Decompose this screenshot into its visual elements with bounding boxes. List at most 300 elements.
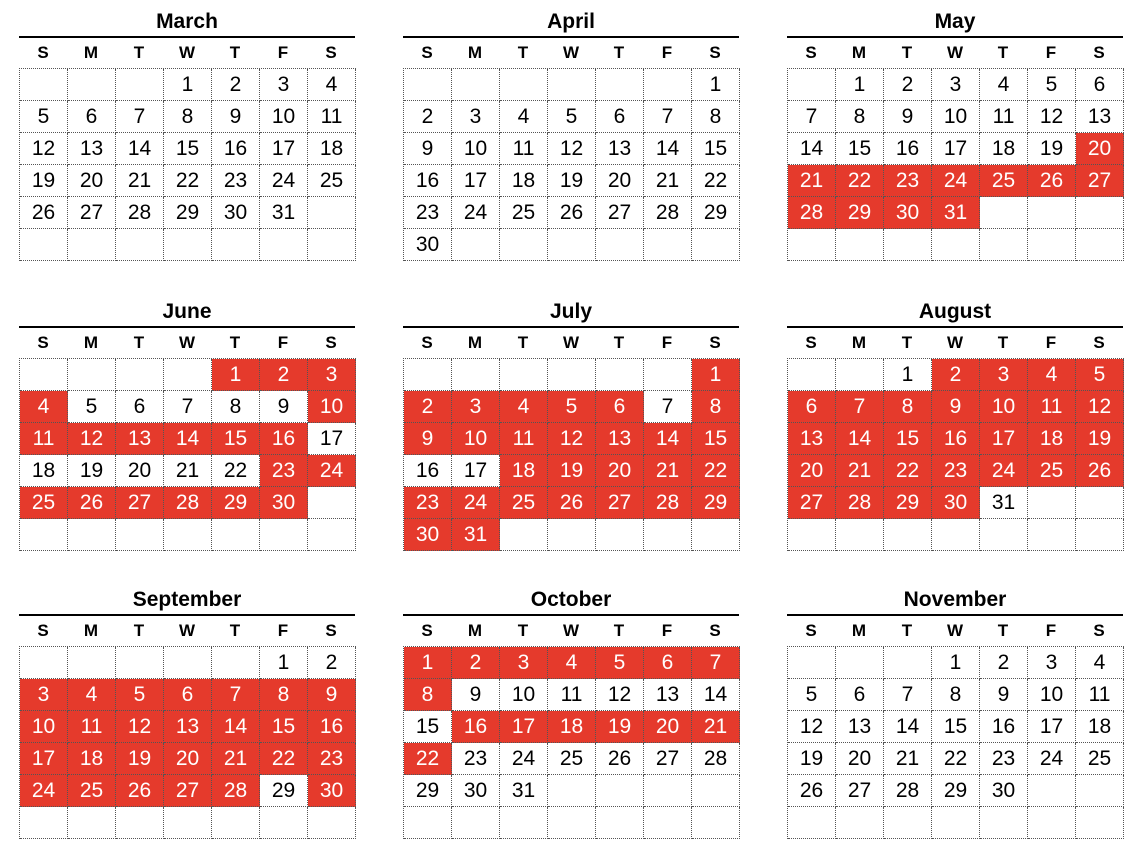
day-cell: 22 (260, 743, 308, 775)
day-cell: 24 (260, 165, 308, 197)
empty-cell (308, 807, 356, 839)
empty-cell (836, 807, 884, 839)
day-cell: 15 (932, 711, 980, 743)
day-cell: 4 (20, 391, 68, 423)
weekday-header: T (997, 621, 1009, 640)
weekday-header: M (467, 333, 483, 352)
empty-cell (548, 775, 596, 807)
day-cell: 31 (260, 197, 308, 229)
day-cell: 26 (596, 743, 644, 775)
empty-cell (1028, 197, 1076, 229)
weekday-header-row (787, 614, 1123, 646)
month-august (787, 298, 1123, 551)
weekday-header-row (403, 326, 739, 358)
empty-cell (692, 519, 740, 551)
day-cell: 1 (836, 69, 884, 101)
empty-cell (212, 229, 260, 261)
day-cell: 4 (500, 391, 548, 423)
weekday-header: T (613, 621, 625, 640)
day-cell: 21 (692, 711, 740, 743)
day-cell: 10 (308, 391, 356, 423)
empty-cell (596, 807, 644, 839)
empty-cell (692, 229, 740, 261)
month-title: October (530, 588, 612, 611)
day-cell: 30 (212, 197, 260, 229)
day-cell: 8 (260, 679, 308, 711)
weekday-header: T (613, 43, 625, 62)
empty-cell (452, 807, 500, 839)
day-cell: 19 (1028, 133, 1076, 165)
empty-cell (1028, 487, 1076, 519)
empty-cell (212, 647, 260, 679)
day-cell: 6 (68, 101, 116, 133)
day-cell: 19 (788, 743, 836, 775)
empty-cell (164, 359, 212, 391)
day-cell: 16 (404, 165, 452, 197)
day-cell: 5 (548, 391, 596, 423)
weekday-header: W (946, 621, 964, 640)
day-cell: 27 (596, 197, 644, 229)
day-cell: 16 (452, 711, 500, 743)
day-cell: 1 (884, 359, 932, 391)
day-cell: 25 (1076, 743, 1124, 775)
weekday-header: W (946, 43, 964, 62)
day-cell: 11 (500, 133, 548, 165)
weekday-header: S (805, 333, 817, 352)
empty-cell (68, 69, 116, 101)
day-grid (403, 358, 740, 551)
day-cell: 29 (164, 197, 212, 229)
weekday-header: F (1045, 621, 1057, 640)
day-cell: 27 (644, 743, 692, 775)
day-cell: 7 (836, 391, 884, 423)
day-cell: 17 (452, 165, 500, 197)
empty-cell (644, 775, 692, 807)
day-cell: 19 (596, 711, 644, 743)
day-cell: 5 (1076, 359, 1124, 391)
day-cell: 31 (500, 775, 548, 807)
day-cell: 6 (788, 391, 836, 423)
day-cell: 18 (548, 711, 596, 743)
empty-cell (308, 197, 356, 229)
day-cell: 2 (404, 101, 452, 133)
day-cell: 29 (932, 775, 980, 807)
day-cell: 7 (644, 101, 692, 133)
day-cell: 6 (644, 647, 692, 679)
day-cell: 11 (308, 101, 356, 133)
weekday-header: S (325, 621, 337, 640)
weekday-header: S (37, 621, 49, 640)
day-cell: 27 (836, 775, 884, 807)
empty-cell (932, 807, 980, 839)
empty-cell (68, 807, 116, 839)
day-cell: 20 (836, 743, 884, 775)
weekday-header: M (467, 43, 483, 62)
day-cell: 22 (404, 743, 452, 775)
day-cell: 11 (1076, 679, 1124, 711)
day-cell: 26 (1076, 455, 1124, 487)
day-cell: 16 (932, 423, 980, 455)
empty-cell (20, 519, 68, 551)
day-cell: 20 (68, 165, 116, 197)
day-cell: 23 (932, 455, 980, 487)
weekday-header-row (403, 36, 739, 68)
empty-cell (932, 229, 980, 261)
day-cell: 27 (788, 487, 836, 519)
day-cell: 5 (788, 679, 836, 711)
day-cell: 12 (596, 679, 644, 711)
day-cell: 15 (836, 133, 884, 165)
day-cell: 14 (644, 133, 692, 165)
empty-cell (452, 359, 500, 391)
day-cell: 29 (836, 197, 884, 229)
day-cell: 10 (260, 101, 308, 133)
day-cell: 8 (212, 391, 260, 423)
day-cell: 24 (452, 487, 500, 519)
weekday-header: M (851, 621, 867, 640)
day-cell: 15 (260, 711, 308, 743)
empty-cell (836, 647, 884, 679)
day-grid (19, 358, 356, 551)
day-grid (787, 358, 1124, 551)
empty-cell (548, 807, 596, 839)
empty-cell (836, 229, 884, 261)
empty-cell (692, 807, 740, 839)
day-cell: 8 (692, 101, 740, 133)
day-cell: 12 (1076, 391, 1124, 423)
empty-cell (116, 807, 164, 839)
weekday-header-row (787, 326, 1123, 358)
day-cell: 30 (260, 487, 308, 519)
day-cell: 20 (596, 165, 644, 197)
day-cell: 25 (500, 197, 548, 229)
day-grid (19, 646, 356, 839)
empty-cell (116, 229, 164, 261)
empty-cell (884, 519, 932, 551)
weekday-header: M (83, 43, 99, 62)
day-cell: 24 (500, 743, 548, 775)
day-cell: 2 (212, 69, 260, 101)
day-cell: 23 (308, 743, 356, 775)
day-cell: 27 (116, 487, 164, 519)
empty-cell (1076, 775, 1124, 807)
empty-cell (548, 519, 596, 551)
weekday-header: S (1093, 333, 1105, 352)
day-cell: 20 (164, 743, 212, 775)
day-cell: 12 (20, 133, 68, 165)
day-cell: 3 (260, 69, 308, 101)
day-cell: 24 (980, 455, 1028, 487)
empty-cell (212, 519, 260, 551)
day-cell: 5 (596, 647, 644, 679)
day-cell: 3 (980, 359, 1028, 391)
weekday-header: T (997, 43, 1009, 62)
day-cell: 23 (404, 197, 452, 229)
day-cell: 14 (884, 711, 932, 743)
weekday-header: M (83, 621, 99, 640)
day-cell: 21 (644, 455, 692, 487)
month-october (403, 586, 739, 839)
day-cell: 13 (836, 711, 884, 743)
day-cell: 22 (692, 455, 740, 487)
day-cell: 19 (68, 455, 116, 487)
weekday-header: T (133, 333, 145, 352)
day-cell: 19 (20, 165, 68, 197)
day-cell: 25 (20, 487, 68, 519)
empty-cell (116, 647, 164, 679)
empty-cell (260, 807, 308, 839)
month-title: April (547, 10, 595, 33)
day-cell: 20 (644, 711, 692, 743)
empty-cell (644, 229, 692, 261)
weekday-header-row (787, 36, 1123, 68)
empty-cell (884, 229, 932, 261)
day-cell: 22 (692, 165, 740, 197)
day-cell: 13 (644, 679, 692, 711)
weekday-header: S (325, 333, 337, 352)
day-cell: 15 (692, 423, 740, 455)
day-cell: 5 (1028, 69, 1076, 101)
month-november (787, 586, 1123, 839)
day-cell: 18 (20, 455, 68, 487)
day-cell: 21 (644, 165, 692, 197)
weekday-header: M (467, 621, 483, 640)
weekday-header: F (661, 43, 673, 62)
day-cell: 2 (932, 359, 980, 391)
empty-cell (164, 807, 212, 839)
day-cell: 23 (980, 743, 1028, 775)
empty-cell (644, 359, 692, 391)
day-cell: 17 (308, 423, 356, 455)
empty-cell (836, 519, 884, 551)
weekday-header: W (562, 43, 580, 62)
empty-cell (500, 359, 548, 391)
weekday-header: W (178, 621, 196, 640)
weekday-header-row (19, 326, 355, 358)
day-cell: 19 (548, 165, 596, 197)
day-cell: 16 (260, 423, 308, 455)
day-cell: 17 (980, 423, 1028, 455)
day-grid (787, 646, 1124, 839)
day-cell: 9 (452, 679, 500, 711)
day-cell: 9 (884, 101, 932, 133)
weekday-header: T (517, 43, 529, 62)
day-cell: 26 (548, 487, 596, 519)
weekday-header: T (133, 621, 145, 640)
day-cell: 7 (212, 679, 260, 711)
day-cell: 27 (68, 197, 116, 229)
day-cell: 4 (308, 69, 356, 101)
day-cell: 17 (452, 455, 500, 487)
day-cell: 7 (164, 391, 212, 423)
month-title: June (162, 300, 212, 323)
empty-cell (884, 647, 932, 679)
empty-cell (1076, 807, 1124, 839)
day-cell: 23 (404, 487, 452, 519)
empty-cell (836, 359, 884, 391)
day-cell: 5 (68, 391, 116, 423)
day-cell: 1 (212, 359, 260, 391)
month-title: May (934, 10, 976, 33)
day-cell: 24 (452, 197, 500, 229)
day-cell: 12 (788, 711, 836, 743)
day-cell: 21 (884, 743, 932, 775)
day-cell: 3 (452, 391, 500, 423)
day-cell: 18 (500, 165, 548, 197)
day-cell: 2 (884, 69, 932, 101)
day-cell: 3 (20, 679, 68, 711)
day-cell: 12 (116, 711, 164, 743)
weekday-header: S (421, 333, 433, 352)
day-cell: 30 (932, 487, 980, 519)
day-cell: 26 (788, 775, 836, 807)
day-cell: 18 (68, 743, 116, 775)
day-cell: 13 (164, 711, 212, 743)
empty-cell (404, 359, 452, 391)
day-cell: 25 (1028, 455, 1076, 487)
weekday-header: F (661, 333, 673, 352)
day-cell: 10 (1028, 679, 1076, 711)
day-cell: 11 (980, 101, 1028, 133)
month-title: November (903, 588, 1007, 611)
day-cell: 15 (404, 711, 452, 743)
day-cell: 21 (116, 165, 164, 197)
day-cell: 1 (260, 647, 308, 679)
empty-cell (20, 69, 68, 101)
day-cell: 17 (260, 133, 308, 165)
day-cell: 13 (596, 423, 644, 455)
day-cell: 16 (884, 133, 932, 165)
empty-cell (980, 229, 1028, 261)
day-cell: 13 (116, 423, 164, 455)
empty-cell (548, 229, 596, 261)
day-cell: 6 (836, 679, 884, 711)
day-cell: 7 (788, 101, 836, 133)
empty-cell (644, 807, 692, 839)
weekday-header: T (517, 333, 529, 352)
day-cell: 13 (788, 423, 836, 455)
day-cell: 24 (1028, 743, 1076, 775)
day-cell: 12 (548, 423, 596, 455)
day-cell: 1 (404, 647, 452, 679)
day-cell: 19 (548, 455, 596, 487)
day-cell: 27 (596, 487, 644, 519)
day-cell: 16 (980, 711, 1028, 743)
day-cell: 30 (404, 519, 452, 551)
day-cell: 2 (980, 647, 1028, 679)
day-cell: 3 (1028, 647, 1076, 679)
day-cell: 25 (500, 487, 548, 519)
day-cell: 17 (500, 711, 548, 743)
day-cell: 10 (500, 679, 548, 711)
day-cell: 1 (932, 647, 980, 679)
empty-cell (20, 359, 68, 391)
empty-cell (500, 519, 548, 551)
weekday-header: S (805, 621, 817, 640)
day-cell: 28 (644, 487, 692, 519)
day-cell: 31 (980, 487, 1028, 519)
day-cell: 21 (788, 165, 836, 197)
day-cell: 29 (404, 775, 452, 807)
day-grid (19, 68, 356, 261)
weekday-header: F (1045, 43, 1057, 62)
weekday-header: T (997, 333, 1009, 352)
month-title: September (132, 588, 242, 611)
empty-cell (1076, 519, 1124, 551)
day-cell: 14 (644, 423, 692, 455)
empty-cell (212, 807, 260, 839)
day-cell: 12 (548, 133, 596, 165)
day-cell: 14 (692, 679, 740, 711)
weekday-header: S (421, 621, 433, 640)
day-cell: 8 (884, 391, 932, 423)
month-title: August (918, 300, 992, 323)
weekday-header: T (229, 621, 241, 640)
day-grid (787, 68, 1124, 261)
day-cell: 14 (788, 133, 836, 165)
day-cell: 3 (932, 69, 980, 101)
day-cell: 1 (692, 69, 740, 101)
day-cell: 22 (932, 743, 980, 775)
weekday-header: S (37, 333, 49, 352)
day-cell: 10 (932, 101, 980, 133)
month-may (787, 8, 1123, 261)
empty-cell (1076, 229, 1124, 261)
day-cell: 19 (116, 743, 164, 775)
day-cell: 26 (20, 197, 68, 229)
empty-cell (1028, 775, 1076, 807)
empty-cell (644, 69, 692, 101)
day-cell: 7 (884, 679, 932, 711)
empty-cell (1076, 487, 1124, 519)
empty-cell (260, 519, 308, 551)
day-cell: 8 (836, 101, 884, 133)
empty-cell (260, 229, 308, 261)
empty-cell (1028, 229, 1076, 261)
empty-cell (68, 647, 116, 679)
day-cell: 18 (500, 455, 548, 487)
empty-cell (308, 519, 356, 551)
day-cell: 4 (500, 101, 548, 133)
day-cell: 15 (164, 133, 212, 165)
weekday-header: F (277, 43, 289, 62)
empty-cell (116, 359, 164, 391)
day-cell: 10 (980, 391, 1028, 423)
day-cell: 9 (308, 679, 356, 711)
weekday-header: F (277, 621, 289, 640)
month-march (19, 8, 355, 261)
day-cell: 13 (1076, 101, 1124, 133)
day-cell: 30 (452, 775, 500, 807)
day-cell: 9 (404, 133, 452, 165)
day-cell: 13 (68, 133, 116, 165)
weekday-header: F (661, 621, 673, 640)
day-cell: 28 (212, 775, 260, 807)
day-cell: 29 (212, 487, 260, 519)
empty-cell (500, 807, 548, 839)
empty-cell (596, 519, 644, 551)
day-cell: 11 (548, 679, 596, 711)
weekday-header: S (421, 43, 433, 62)
day-cell: 10 (20, 711, 68, 743)
weekday-header: T (229, 43, 241, 62)
day-cell: 26 (548, 197, 596, 229)
weekday-header: W (946, 333, 964, 352)
day-cell: 14 (116, 133, 164, 165)
day-grid (403, 646, 740, 839)
day-cell: 28 (164, 487, 212, 519)
day-cell: 22 (884, 455, 932, 487)
